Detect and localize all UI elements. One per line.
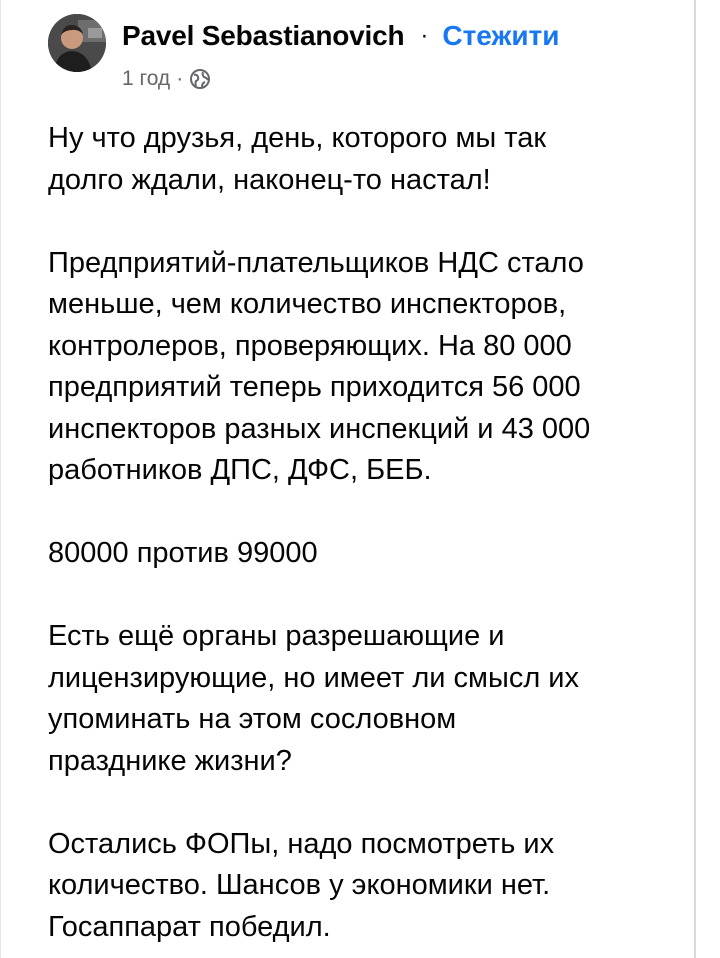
separator-dot: · <box>420 22 429 49</box>
avatar-image <box>48 14 106 72</box>
post-body <box>48 118 688 948</box>
post-paragraph: Есть ещё органы разрешающие и лицензирующие, но имеет ли смысл их упоминать на этом сословном празднике жизни? <box>48 620 580 777</box>
post-timestamp[interactable]: 1 год <box>122 67 171 90</box>
post-paragraph: Остались ФОПы, надо посмотреть их количество. Шансов у экономики нет. Госаппарат победил. <box>48 827 555 943</box>
card-border-right <box>694 0 696 958</box>
post-paragraph: Ну что друзья, день, которого мы так долго ждали, наконец-то настал! <box>48 122 547 196</box>
post-meta <box>122 64 211 94</box>
post-paragraph: 80000 против 99000 <box>48 537 318 569</box>
follow-button[interactable]: Стежити <box>442 20 560 51</box>
post-header <box>48 14 668 94</box>
avatar[interactable] <box>48 14 106 72</box>
post-paragraph: Предприятий-плательщиков НДС стало меньше, чем количество инспекторов, контролеров, проверяющих. На 80 000 предприятий теперь приходится 56 000 инспекторов разных инспекций и 43 000 работников ДПС, ДФС, БЕБ. <box>48 246 591 486</box>
meta-separator: · <box>176 67 184 90</box>
author-line <box>122 16 560 56</box>
author-name[interactable]: Pavel Sebastianovich <box>122 20 405 51</box>
globe-icon <box>189 68 211 90</box>
